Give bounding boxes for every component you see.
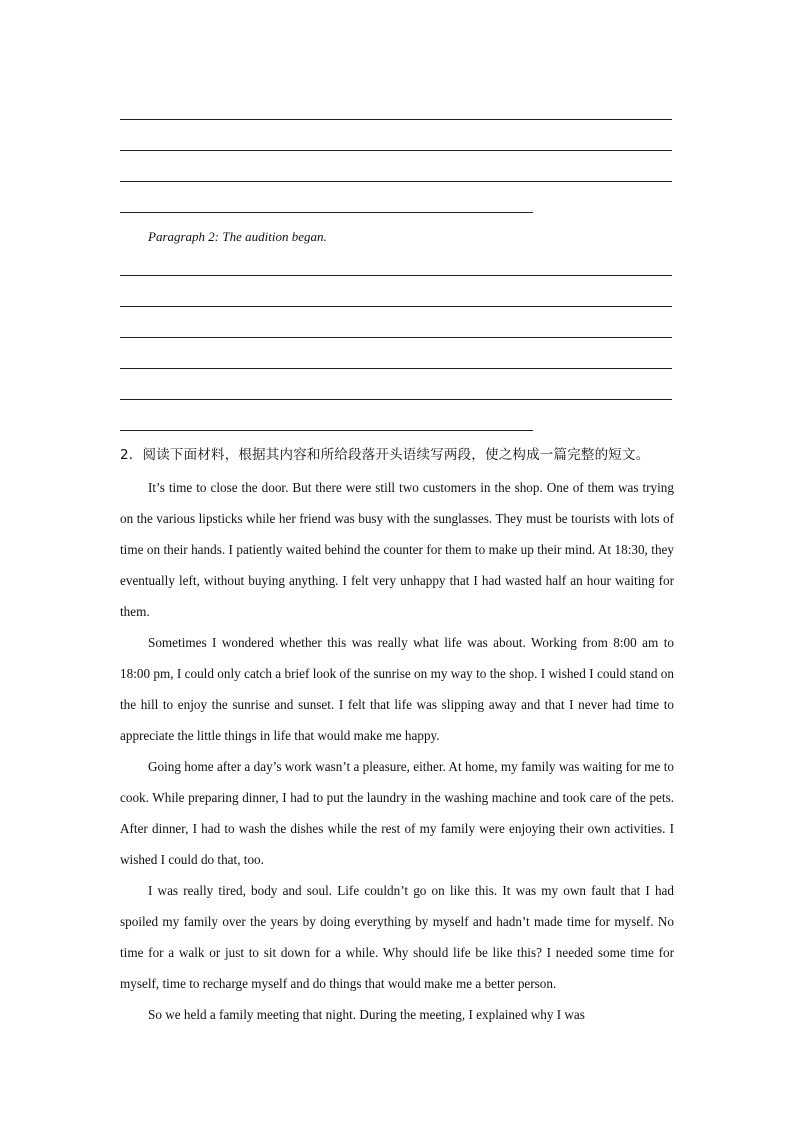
answer-line[interactable] [120,150,672,151]
question-heading [120,446,649,464]
answer-line[interactable] [120,181,672,182]
reading-passage [120,472,674,1030]
answer-line[interactable] [120,399,672,400]
passage-paragraph: Sometimes I wondered whether this was really what life was about. Working from 8:00 am to 18:00 pm, I could only catch a brief look of the sunrise on my way to the shop. I wished I could stand on the hill to enjoy the sunrise and sunset. I felt that life was slipping away and that I never had time to appreciate the little things in life that would make me happy. [120,635,674,743]
answer-line[interactable] [120,337,672,338]
question-instruction: 阅读下面材料，根据其内容和所给段落开头语续写两段，使之构成一篇完整的短文。 [142,447,650,463]
answer-line[interactable] [120,212,533,213]
paragraph-2-prompt: Paragraph 2: The audition began. [148,229,327,244]
answer-line[interactable] [120,430,533,431]
answer-line[interactable] [120,306,672,307]
passage-paragraph: It’s time to close the door. But there were still two customers in the shop. One of them was trying on the various lipsticks while her friend was busy with the sunglasses. They must be tourists with lots of time on their hands. I patiently waited behind the counter for them to make up their mind. At 18:30, they eventually left, without buying anything. I felt very unhappy that I had wasted half an hour waiting for them. [120,480,674,619]
passage-paragraph: I was really tired, body and soul. Life couldn’t go on like this. It was my own fault that I had spoiled my family over the years by doing everything by myself and hadn’t made time for myself. No time for a walk or just to sit down for a while. Why should life be like this? I needed some time for myself, time to recharge myself and do things that would make me a better person. [120,883,674,991]
passage-paragraph: So we held a family meeting that night. During the meeting, I explained why I was [148,1007,585,1022]
question-number: 2． [120,447,143,463]
answer-line[interactable] [120,119,672,120]
passage-paragraph: Going home after a day’s work wasn’t a pleasure, either. At home, my family was waiting for me to cook. While preparing dinner, I had to put the laundry in the washing machine and took care of the pets. After dinner, I had to wash the dishes while the rest of my family were enjoying their own activities. I wished I could do that, too. [120,759,674,867]
answer-line[interactable] [120,275,672,276]
answer-line[interactable] [120,368,672,369]
